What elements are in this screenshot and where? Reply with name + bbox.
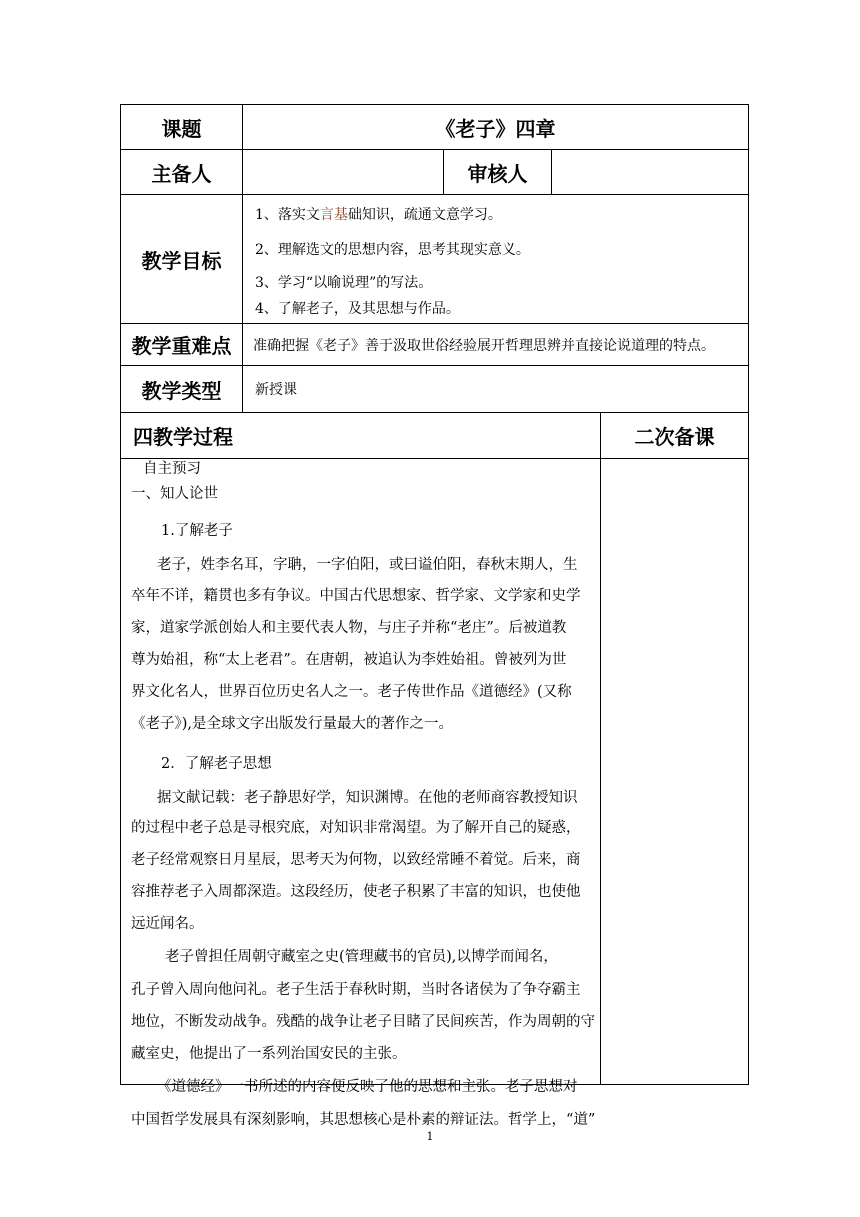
- second-prep-header: 二次备课: [600, 412, 749, 459]
- section-heading: 一、知人论世: [131, 486, 218, 502]
- objective-item: 2、理解选文的思想内容，思考其现实意义。: [255, 242, 530, 258]
- paragraph-line: 家，道家学派创始人和主要代表人物，与庄子并称“老庄”。后被道教: [131, 620, 567, 636]
- objectives-list: [242, 194, 749, 324]
- paragraph-line: 尊为始祖，称“太上老君”。在唐朝，被追认为李姓始祖。曾被列为世: [131, 652, 567, 668]
- second-prep-cell: [600, 458, 749, 1085]
- lesson-type-label: 教学类型: [120, 365, 243, 413]
- reviewer-label: 审核人: [443, 149, 552, 195]
- paragraph-line: 的过程中老子总是寻根究底，对知识非常渴望。为了解开自己的疑惑，: [131, 820, 581, 836]
- page-number: 1: [426, 1130, 434, 1143]
- preparer-value: [242, 149, 444, 195]
- paragraph-line: 中国哲学发展具有深刻影响，其思想核心是朴素的辩证法。哲学上，“道”: [131, 1112, 596, 1128]
- lesson-type-value: 新授课: [242, 365, 749, 413]
- paragraph-line: 地位，不断发动战争。残酷的战争让老子目睹了民间疾苦，作为周朝的守: [131, 1014, 595, 1030]
- paragraph-line: 远近闻名。: [131, 916, 204, 932]
- process-text: [131, 458, 601, 1136]
- objectives-label: 教学目标: [120, 194, 243, 324]
- paragraph-line: 界文化名人，世界百位历史名人之一。老子传世作品《道德经》(又称: [131, 684, 572, 700]
- paragraph-line: 《老子》),是全球文字出版发行量最大的著作之一。: [131, 716, 454, 732]
- paragraph-line: 孔子曾入周向他问礼。老子生活于春秋时期，当时各诸侯为了争夺霸主: [131, 982, 581, 998]
- objective-item: 3、学习“以喻说理”的写法。: [255, 275, 433, 291]
- paragraph-line: 老子，姓李名耳，字聃，一字伯阳，或曰谥伯阳，春秋末期人，生: [157, 557, 578, 573]
- paragraph-line: 《道德经》一书所述的内容便反映了他的思想和主张。老子思想对: [157, 1079, 578, 1095]
- subheading: 2．了解老子思想: [161, 756, 272, 772]
- paragraph-line: 卒年不详，籍贯也多有争议。中国古代思想家、哲学家、文学家和史学: [131, 588, 581, 604]
- paragraph-line: 据文献记载：老子静思好学，知识渊博。在他的老师商容教授知识: [157, 790, 578, 806]
- objective-item: 1、落实文言基础知识，疏通文意学习。: [255, 207, 502, 223]
- paragraph-line: 容推荐老子入周都深造。这段经历，使老子积累了丰富的知识，也使他: [131, 884, 581, 900]
- paragraph-line: 老子曾担任周朝守藏室之史(管理藏书的官员),以博学而闻名，: [165, 949, 558, 965]
- topic-value: 《老子》四章: [242, 104, 749, 150]
- difficulty-value: 准确把握《老子》善于汲取世俗经验展开哲理思辨并直接论说道理的特点。: [242, 323, 749, 366]
- preparer-label: 主备人: [120, 149, 243, 195]
- topic-label: 课题: [120, 104, 243, 150]
- subheading: 1.了解老子: [161, 523, 233, 539]
- difficulty-label: 教学重难点: [120, 323, 243, 366]
- paragraph-line: 老子经常观察日月星辰，思考天为何物，以致经常睡不着觉。后来，商: [131, 852, 581, 868]
- reviewer-value: [551, 149, 749, 195]
- objective-item: 4、了解老子，及其思想与作品。: [255, 301, 460, 317]
- process-header: 四教学过程: [120, 412, 601, 459]
- paragraph-line: 藏室史，他提出了一系列治国安民的主张。: [131, 1046, 407, 1062]
- section-heading: 自主预习: [143, 461, 201, 477]
